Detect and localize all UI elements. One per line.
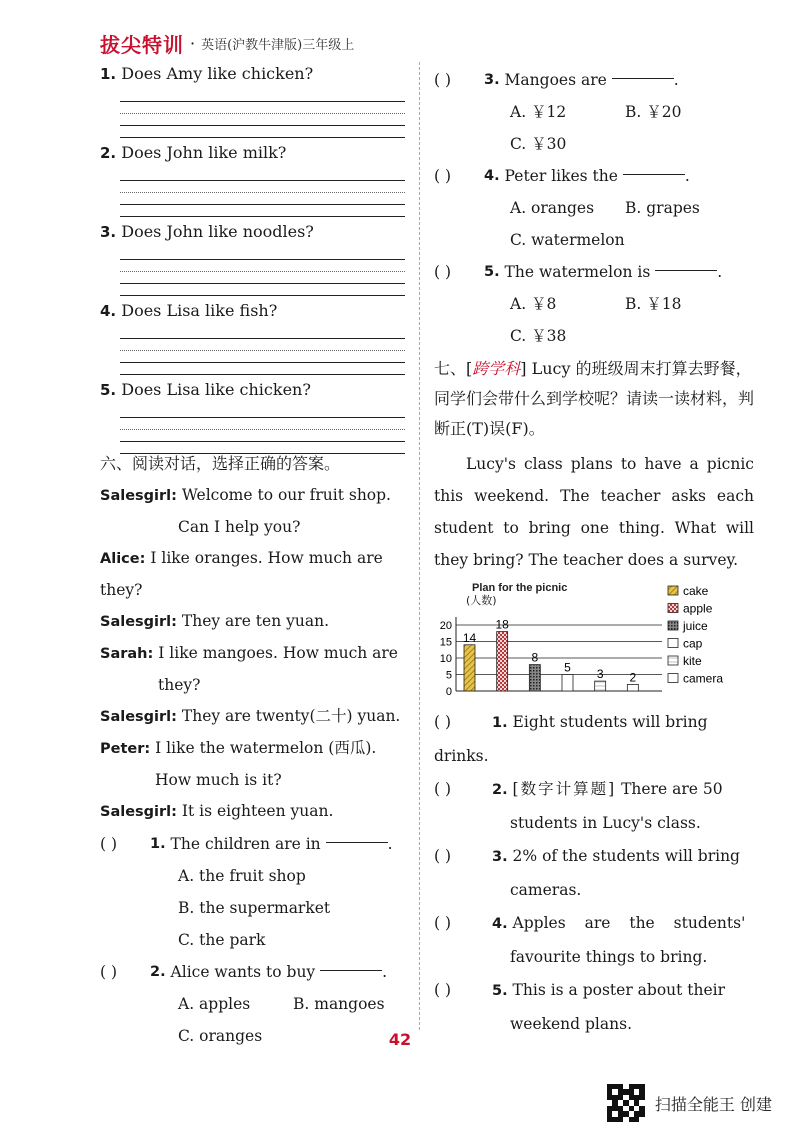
y-tick-label: 0	[445, 686, 452, 698]
y-tick-label: 10	[439, 653, 452, 665]
data-label-juice: 8	[531, 650, 539, 665]
question-block	[100, 301, 410, 380]
legend-swatch-camera	[668, 674, 678, 683]
question: 3. Does John like noodles?	[100, 222, 314, 241]
answer-lines[interactable]	[120, 90, 405, 138]
dialogue-line: How much is it?	[155, 771, 282, 789]
tf-item: ( ) 2. [数字计算题] There are 50 students in Lucy's class.	[434, 773, 754, 840]
legend-label-camera: camera	[683, 671, 724, 686]
answer-blank[interactable]	[612, 64, 674, 79]
bar-cake	[464, 645, 475, 691]
option[interactable]: C. ￥30	[510, 135, 567, 153]
dialogue-line: Can I help you?	[178, 518, 301, 536]
question: 4. Does Lisa like fish?	[100, 301, 278, 320]
legend-label-juice: juice	[683, 619, 708, 633]
option[interactable]: C. oranges	[178, 1027, 263, 1045]
chart-ylabel: (人数)	[466, 594, 497, 607]
data-label-camera: 2	[629, 670, 637, 685]
question-block	[100, 64, 410, 143]
answer-paren[interactable]: ( )	[434, 847, 452, 865]
left-column	[100, 64, 410, 1052]
legend-swatch-cap	[668, 639, 678, 648]
answer-lines[interactable]	[120, 327, 405, 375]
answer-lines[interactable]	[120, 248, 405, 296]
data-label-cake: 14	[462, 630, 477, 645]
legend-label-cake: cake	[683, 584, 709, 598]
option[interactable]: A. the fruit shop	[178, 867, 306, 885]
mcq-item: ( ) 5. The watermelon is . A. ￥8 B. ￥18 C. ￥38	[434, 256, 754, 352]
y-tick-label: 15	[439, 636, 452, 649]
brand-title: 拔尖特训	[100, 32, 184, 57]
mcq-item: ( ) 2. Alice wants to buy . A. apples B. mangoes C. oranges	[100, 956, 410, 1052]
tf-tag: [数字计算题]	[512, 780, 617, 798]
mcq-item: ( ) 4. Peter likes the . A. oranges B. grapes C. watermelon	[434, 160, 754, 256]
chart-title: Plan for the picnic	[472, 582, 568, 594]
answer-paren[interactable]: ( )	[434, 713, 452, 731]
scanner-watermark	[607, 1084, 772, 1122]
legend-swatch-kite	[668, 656, 678, 665]
dialogue-line: Peter: I like the watermelon (西瓜).	[100, 739, 377, 757]
answer-paren[interactable]: ( )	[434, 263, 452, 281]
answer-blank[interactable]	[655, 256, 717, 271]
answer-paren[interactable]: ( )	[100, 835, 118, 853]
answer-paren[interactable]: ( )	[434, 981, 452, 999]
bar-camera	[627, 684, 638, 691]
bar-juice	[529, 665, 540, 691]
dialogue-line: Alice: I like oranges. How much are they?	[100, 549, 383, 599]
tf-item: ( ) 3. 2% of the students will bring cameras.	[434, 840, 754, 907]
dialogue-line: they?	[158, 676, 201, 694]
option[interactable]: B. grapes	[625, 199, 700, 217]
bar-cap	[562, 675, 573, 692]
legend-swatch-juice	[668, 621, 678, 630]
tf-list	[434, 706, 754, 1041]
option[interactable]: B. the supermarket	[178, 899, 331, 917]
legend-label-apple: apple	[683, 601, 713, 616]
option[interactable]: A. ￥12	[510, 103, 567, 121]
dialogue	[100, 480, 410, 828]
answer-blank[interactable]	[326, 828, 388, 843]
section-7-tag: 跨学科	[472, 359, 521, 378]
legend-label-cap: cap	[683, 636, 703, 651]
question: 5. Does Lisa like chicken?	[100, 380, 311, 399]
header-dot: ·	[190, 33, 196, 53]
dialogue-line: Salesgirl: Welcome to our fruit shop.	[100, 486, 391, 504]
option[interactable]: C. watermelon	[510, 231, 625, 249]
page-header	[100, 30, 420, 56]
option[interactable]: B. mangoes	[293, 995, 385, 1013]
section-7-title: 七、[跨学科] Lucy 的班级周末打算去野餐，同学们会带什么到学校呢？请读一读材料，判断正(T)误(F)。	[434, 359, 755, 438]
option[interactable]: A. oranges	[510, 199, 595, 217]
mcq-item: ( ) 1. The children are in . A. the fruit shop B. the supermarket C. the park	[100, 828, 410, 956]
legend-swatch-cake	[668, 586, 678, 595]
dialogue-line: Sarah: I like mangoes. How much are	[100, 644, 398, 662]
question: 2. Does John like milk?	[100, 143, 287, 162]
dialogue-line: Salesgirl: They are twenty(二十) yuan.	[100, 707, 401, 725]
dialogue-line: Salesgirl: It is eighteen yuan.	[100, 802, 334, 820]
section-6-title: 六、阅读对话，选择正确的答案。	[100, 454, 341, 473]
option[interactable]: A. apples	[178, 995, 251, 1013]
legend-label-kite: kite	[683, 654, 702, 668]
passage: Lucy's class plans to have a picnic this weekend. The teacher asks each student to bring one thing. What will they bring? The teacher does a survey.	[434, 455, 754, 569]
option[interactable]: A. ￥8	[510, 295, 557, 313]
answer-paren[interactable]: ( )	[434, 71, 452, 89]
option[interactable]: B. ￥18	[625, 295, 682, 313]
column-divider	[419, 62, 421, 1030]
data-label-kite: 3	[596, 667, 604, 682]
answer-lines[interactable]	[120, 169, 405, 217]
dialogue-line: Salesgirl: They are ten yuan.	[100, 612, 330, 630]
right-column	[434, 64, 754, 1041]
answer-blank[interactable]	[623, 160, 685, 175]
option[interactable]: C. the park	[178, 931, 266, 949]
tf-item: ( ) 5. This is a poster about their weekend plans.	[434, 974, 754, 1041]
answer-blank[interactable]	[320, 956, 382, 971]
page-number: 42	[388, 1030, 412, 1049]
bar-kite	[595, 681, 606, 691]
scanner-text: 扫描全能王 创建	[654, 1094, 772, 1114]
question-block	[100, 380, 410, 450]
picnic-bar-chart	[434, 580, 754, 710]
option[interactable]: C. ￥38	[510, 327, 567, 345]
tf-item: ( ) 1. Eight students will bring drinks.	[434, 706, 754, 773]
answer-paren[interactable]: ( )	[100, 963, 118, 981]
qr-code-icon	[607, 1084, 645, 1122]
answer-paren[interactable]: ( )	[434, 914, 452, 932]
answer-paren[interactable]: ( )	[434, 167, 452, 185]
bar-apple	[497, 632, 508, 691]
option[interactable]: B. ￥20	[625, 103, 682, 121]
tf-item: ( ) 4. Apples are the students' favourite things to bring.	[434, 907, 754, 974]
question-block	[100, 143, 410, 222]
question: 1. Does Amy like chicken?	[100, 64, 314, 83]
answer-paren[interactable]: ( )	[434, 780, 452, 798]
mcq-item: ( ) 3. Mangoes are . A. ￥12 B. ￥20 C. ￥30	[434, 64, 754, 160]
question-block	[100, 222, 410, 301]
picnic-chart	[434, 580, 754, 710]
answer-lines[interactable]	[120, 406, 405, 454]
data-label-cap: 5	[564, 660, 571, 675]
data-label-apple: 18	[495, 617, 509, 632]
y-tick-label: 20	[439, 620, 452, 632]
series-title: 英语(沪教牛津版)三年级上	[201, 37, 355, 53]
legend-swatch-apple	[668, 604, 678, 613]
y-tick-label: 5	[445, 669, 452, 682]
